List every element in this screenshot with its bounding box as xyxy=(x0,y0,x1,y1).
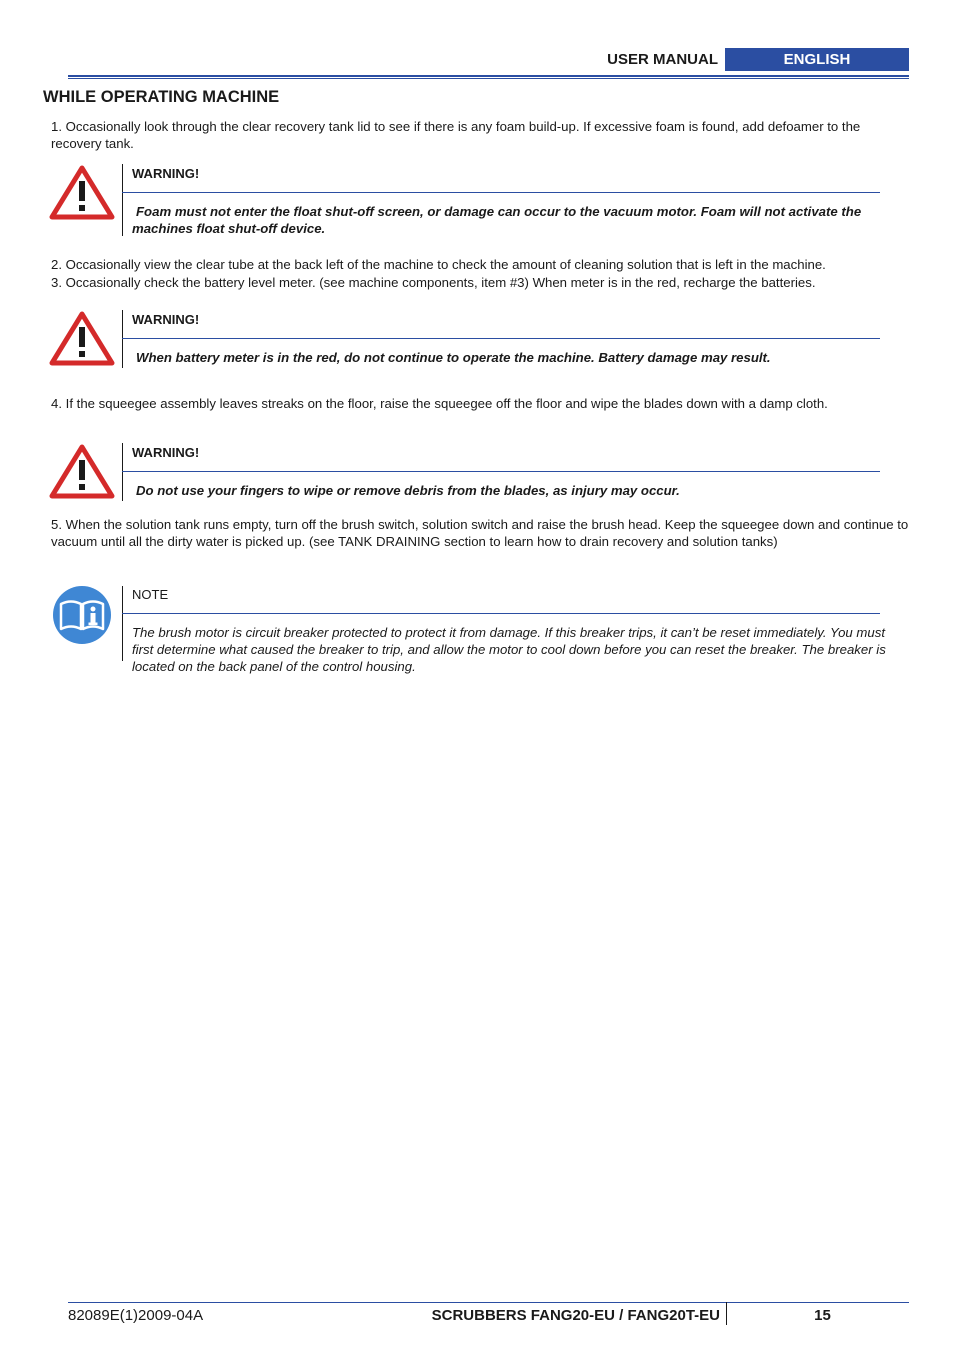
warning-triangle-icon xyxy=(48,310,116,366)
header-manual-label: USER MANUAL xyxy=(607,51,718,68)
manual-info-icon xyxy=(52,585,112,645)
footer-product: SCRUBBERS FANG20-EU / FANG20T-EU xyxy=(431,1307,720,1324)
warning-3-bar xyxy=(122,443,123,501)
step-4: 4. If the squeegee assembly leaves streaks on the floor, raise the squeegee off the floor and wipe the blades down with a damp cloth. xyxy=(51,396,828,411)
note-rule xyxy=(122,613,880,614)
header-rule xyxy=(68,75,909,77)
warning-2-text: When battery meter is in the red, do not continue to operate the machine. Battery damage may result. xyxy=(136,350,771,365)
warning-2-rule xyxy=(122,338,880,339)
footer-rule xyxy=(68,1302,909,1303)
note-bar xyxy=(122,586,123,661)
warning-3-rule xyxy=(122,471,880,472)
warning-3-text: Do not use your fingers to wipe or remove debris from the blades, as injury may occur. xyxy=(136,483,680,498)
header-rule-thin xyxy=(68,78,909,79)
note-text: The brush motor is circuit breaker protected to protect it from damage. If this breaker trips, it can’t be reset immediately. You must first determine what caused the breaker to trip, and allow the motor to cool down before you can reset the breaker. The breaker is located on the back panel of the control housing. xyxy=(132,625,886,675)
warning-1-text: Foam must not enter the float shut-off screen, or damage can occur to the vacuum motor. Foam will not activate the machines float shut-off device. xyxy=(132,204,862,237)
warning-1-bar xyxy=(122,164,123,236)
warning-2-bar xyxy=(122,310,123,368)
note-label: NOTE xyxy=(132,587,169,602)
warning-triangle-icon xyxy=(48,443,116,499)
page-number: 15 xyxy=(814,1307,831,1324)
section-title: WHILE OPERATING MACHINE xyxy=(43,88,280,106)
warning-1-label: WARNING! xyxy=(132,166,200,181)
warning-triangle-icon xyxy=(48,164,116,220)
step-3: 3. Occasionally check the battery level meter. (see machine components, item #3) When meter is in the red, recharge the batteries. xyxy=(51,275,816,290)
footer-separator xyxy=(726,1302,727,1325)
header-language-badge: ENGLISH xyxy=(725,48,909,71)
step-5: 5. When the solution tank runs empty, turn off the brush switch, solution switch and raise the brush head. Keep the squeegee down and continue to vacuum until all the dirty water is picked up. (see TANK DRAINING section to learn how to drain recovery and solution tanks) xyxy=(51,517,909,550)
footer-document-code: 82089E(1)2009-04A xyxy=(68,1307,204,1324)
step-1: 1. Occasionally look through the clear recovery tank lid to see if there is any foam build-up. If excessive foam is found, add defoamer to the recovery tank. xyxy=(51,119,861,152)
warning-3-label: WARNING! xyxy=(132,445,200,460)
warning-2-label: WARNING! xyxy=(132,312,200,327)
warning-1-rule xyxy=(122,192,880,193)
step-2: 2. Occasionally view the clear tube at the back left of the machine to check the amount of cleaning solution that is left in the machine. xyxy=(51,257,826,272)
